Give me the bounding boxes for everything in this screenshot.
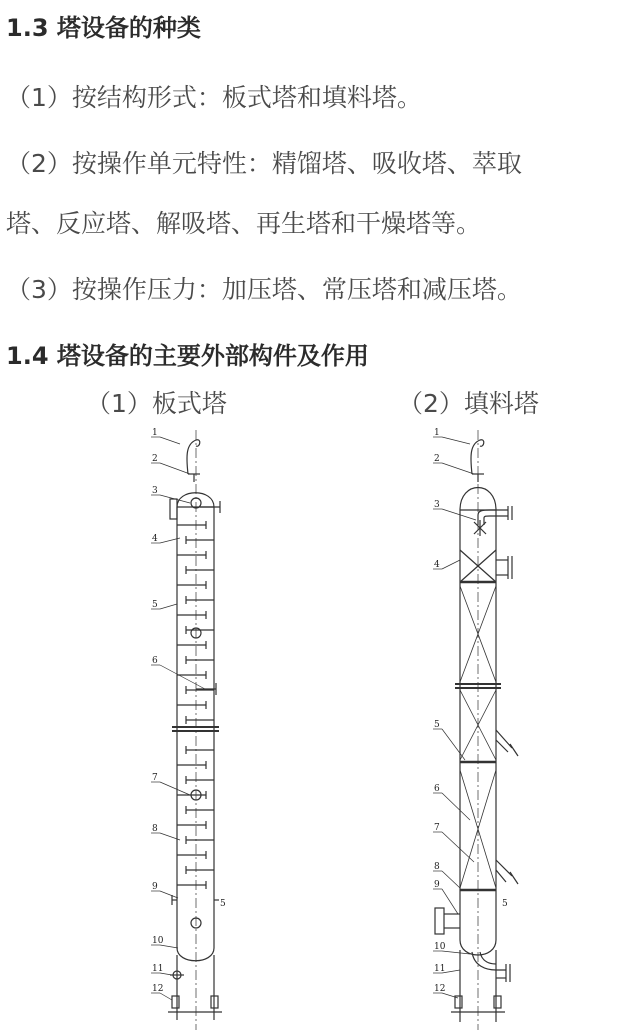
- packed-tower-label: 11: [434, 964, 446, 974]
- plate-tower-trays: [177, 521, 214, 889]
- packed-tower-diagram: [435, 430, 518, 1030]
- packed-tower-extra-label: 5: [502, 899, 508, 909]
- section-heading-1-4: 1.4 塔设备的主要外部构件及作用: [6, 342, 369, 370]
- packed-tower-leader: [442, 729, 465, 760]
- plate-tower-leader: [160, 495, 190, 503]
- paragraph-item-3: （3）按操作压力：加压塔、常压塔和减压塔。: [6, 275, 522, 304]
- plate-tower-leader: [160, 891, 178, 898]
- packed-tower-leader: [442, 871, 460, 888]
- plate-tower-label: 3: [152, 486, 158, 496]
- plate-tower-label: 7: [152, 773, 158, 783]
- plate-tower-leader: [160, 463, 190, 474]
- packed-tower-leader: [442, 793, 470, 820]
- packed-tower-label: 10: [434, 942, 446, 952]
- plate-tower-leader: [160, 604, 177, 609]
- plate-tower-leader: [160, 437, 180, 444]
- packed-tower-label: 8: [434, 862, 440, 872]
- packed-tower-leader: [442, 832, 474, 862]
- packed-tower-label: 4: [434, 560, 440, 570]
- packed-tower-label: 1: [434, 428, 440, 438]
- plate-tower-label: 2: [152, 454, 158, 464]
- plate-tower-label: 10: [152, 936, 164, 946]
- plate-tower-label: 12: [152, 984, 164, 994]
- packed-tower-label: 6: [434, 784, 440, 794]
- plate-tower-label: 5: [152, 600, 158, 610]
- plate-tower-label: 9: [152, 882, 158, 892]
- packed-tower-label: 5: [434, 720, 440, 730]
- paragraph-item-2-line-1: （2）按操作单元特性：精馏塔、吸收塔、萃取: [6, 149, 522, 178]
- packed-tower-leader: [442, 463, 474, 474]
- packed-tower-leader: [442, 509, 476, 520]
- plate-tower-label: 8: [152, 824, 158, 834]
- packed-tower-label: 3: [434, 500, 440, 510]
- plate-tower-leader-lines: [151, 437, 205, 1000]
- caption-plate-tower: （1）板式塔: [86, 389, 227, 418]
- packed-tower-leader: [442, 560, 460, 569]
- caption-packed-tower: （2）填料塔: [398, 389, 539, 418]
- plate-tower-label: 11: [152, 964, 164, 974]
- plate-tower-label: 6: [152, 656, 158, 666]
- plate-tower-extra-label: 5: [220, 899, 226, 909]
- packed-tower-leader: [442, 437, 470, 444]
- plate-tower-leader: [160, 665, 205, 689]
- plate-tower-leader: [160, 993, 172, 1000]
- paragraph-item-2-line-2: 塔、反应塔、解吸塔、再生塔和干燥塔等。: [6, 209, 482, 238]
- plate-tower-label: 4: [152, 534, 158, 544]
- paragraph-item-1: （1）按结构形式：板式塔和填料塔。: [6, 83, 422, 112]
- packed-tower-label: 2: [434, 454, 440, 464]
- section-heading-1-3: 1.3 塔设备的种类: [6, 14, 201, 42]
- plate-tower-diagram: [168, 430, 222, 1030]
- plate-tower-label: 1: [152, 428, 158, 438]
- packed-tower-label: 7: [434, 823, 440, 833]
- packed-tower-label: 12: [434, 984, 446, 994]
- packed-tower-label: 9: [434, 880, 440, 890]
